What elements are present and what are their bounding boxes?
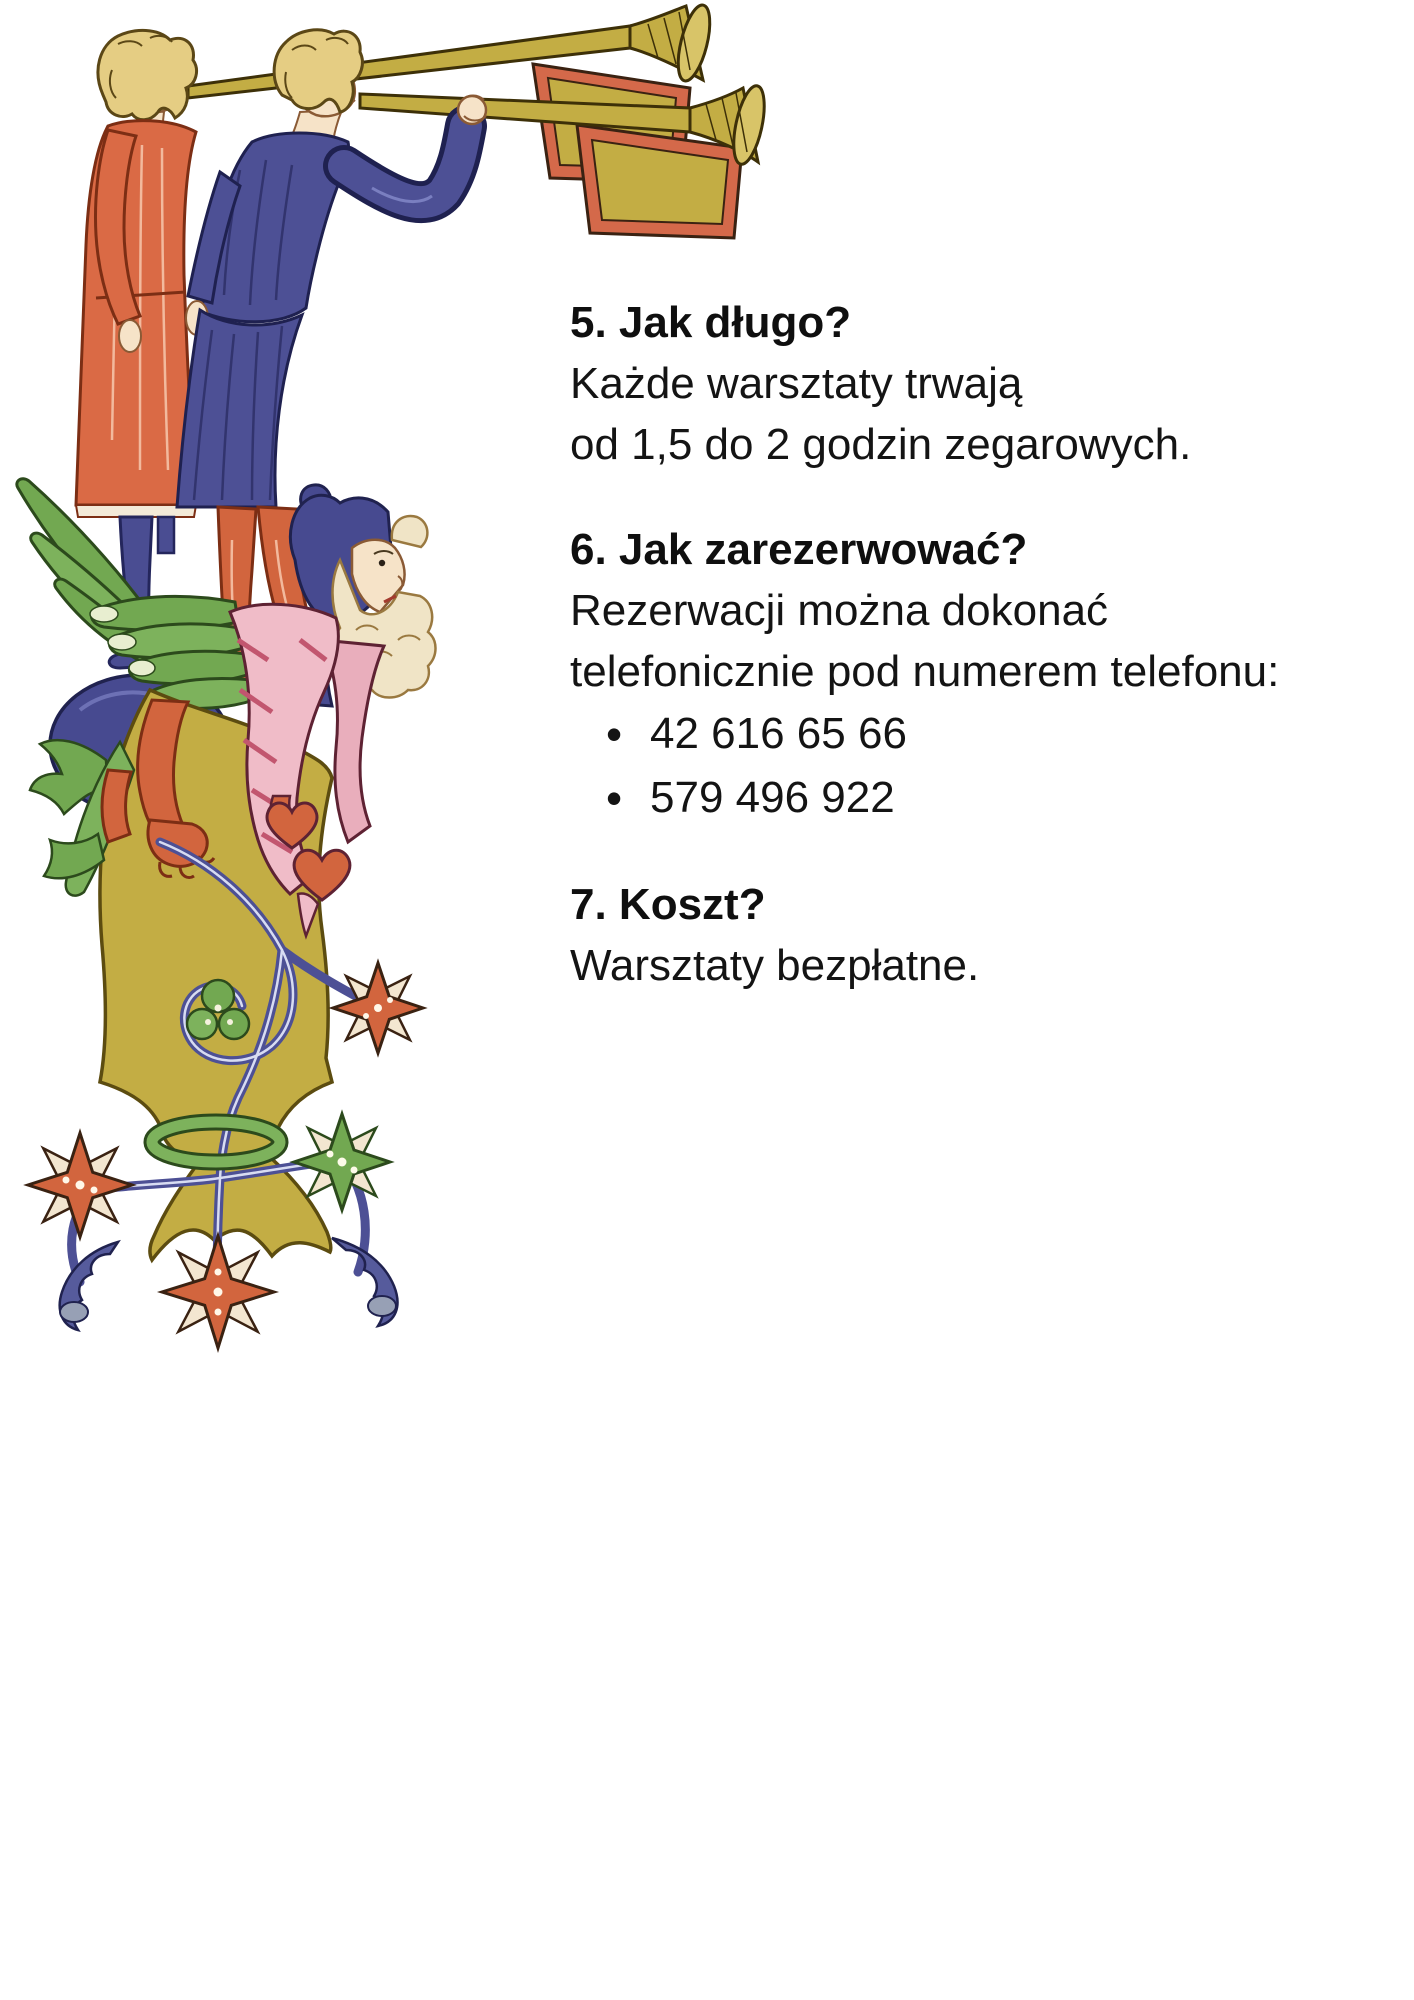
- section-duration: [570, 292, 1380, 475]
- section-booking: [570, 519, 1380, 830]
- section-booking-line-1: Rezerwacji można dokonać: [570, 586, 1109, 635]
- phone-number-item: • 42 616 65 66: [570, 702, 1380, 766]
- section-booking-line-2: telefonicznie pod numerem telefonu:: [570, 647, 1280, 696]
- section-cost: [570, 874, 1380, 996]
- section-cost-line-1: Warsztaty bezpłatne.: [570, 941, 980, 990]
- phone-number-list: [570, 702, 1380, 830]
- section-duration-line-1: Każde warsztaty trwają: [570, 359, 1023, 408]
- info-text-column: [570, 292, 1380, 1040]
- phone-number-item: • 579 496 922: [570, 766, 1380, 830]
- section-duration-line-2: od 1,5 do 2 godzin zegarowych.: [570, 420, 1192, 469]
- trumpet-banners: [533, 64, 742, 238]
- section-cost-heading: 7. Koszt?: [570, 880, 766, 929]
- section-duration-heading: 5. Jak długo?: [570, 298, 852, 347]
- section-booking-heading: 6. Jak zarezerwować?: [570, 525, 1028, 574]
